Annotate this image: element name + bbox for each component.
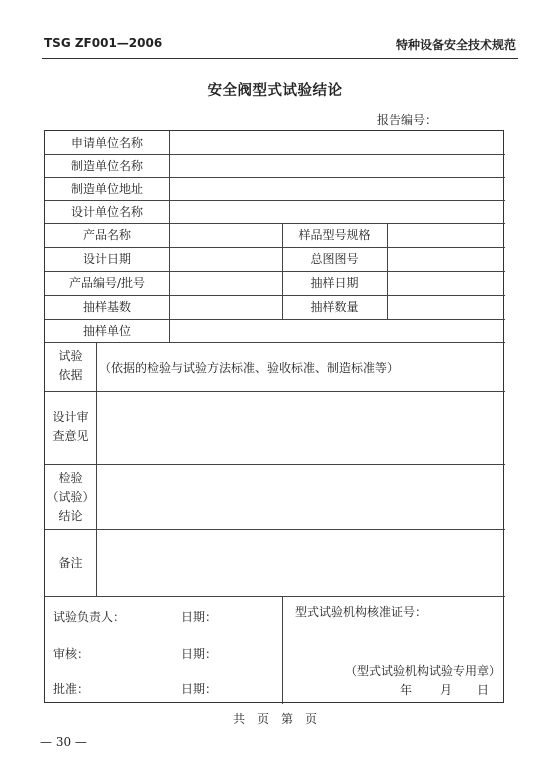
- applicant-unit-label: 申请单位名称: [70, 135, 143, 150]
- reviewer-date-label: 日期：: [181, 647, 218, 661]
- row-divider: [45, 464, 505, 465]
- approver-date-label: 日期：: [181, 682, 218, 696]
- manufacturer-label: 制造单位名称: [70, 158, 143, 173]
- sampling-quantity-label: 抽样数量: [310, 300, 359, 314]
- row-divider: [45, 342, 505, 343]
- design-unit-label: 设计单位名称: [70, 204, 143, 219]
- reviewer-label: 审核：: [53, 647, 90, 661]
- test-leader-label: 试验负责人：: [53, 610, 126, 624]
- sampling-date-label: 抽样日期: [310, 276, 359, 290]
- page-count: 共 页 第 页: [232, 712, 317, 726]
- column-divider: [387, 223, 388, 319]
- test-basis-label: 试验 依据: [58, 349, 83, 382]
- product-serial-label: 产品编号/批号: [68, 276, 146, 290]
- regulation-title: 特种设备安全技术规范: [395, 38, 516, 52]
- product-name-label: 产品名称: [82, 228, 131, 242]
- form-title: 安全阀型式试验结论: [207, 83, 343, 99]
- test-basis-note: （依据的检验与试验方法标准、验收标准、制造标准等）: [99, 361, 400, 375]
- official-seal-text: （型式试验机构试验专用章）: [345, 664, 502, 678]
- design-review-label: 设计审 查意见: [52, 410, 89, 443]
- column-divider: [169, 131, 170, 342]
- sampling-base-label: 抽样基数: [82, 300, 131, 314]
- inspection-conclusion-label: 检验 （试验） 结论: [46, 471, 95, 523]
- test-leader-date-label: 日期：: [181, 610, 218, 624]
- design-date-label: 设计日期: [82, 252, 131, 266]
- header-divider: [42, 58, 518, 59]
- seal-year-label: 年: [400, 683, 413, 697]
- report-number-label: 报告编号：: [377, 113, 438, 127]
- general-drawing-label: 总图图号: [310, 252, 359, 266]
- approval-cert-label: 型式试验机构核准证号：: [295, 605, 428, 619]
- seal-day-label: 日: [477, 683, 490, 697]
- remarks-label: 备注: [58, 555, 83, 570]
- conclusion-form: [44, 130, 504, 703]
- row-divider: [45, 529, 505, 530]
- regulation-code: TSG ZF001—2006: [44, 36, 163, 50]
- column-divider: [282, 596, 283, 704]
- row-divider: [45, 391, 505, 392]
- approver-label: 批准：: [53, 682, 90, 696]
- sample-model-label: 样品型号规格: [298, 228, 371, 242]
- page-number: — 30 —: [40, 735, 87, 749]
- column-divider: [96, 342, 97, 596]
- sampling-unit-label: 抽样单位: [82, 323, 131, 338]
- seal-month-label: 月: [440, 683, 453, 697]
- row-divider: [45, 596, 505, 597]
- manufacturer-address-label: 制造单位地址: [70, 181, 143, 196]
